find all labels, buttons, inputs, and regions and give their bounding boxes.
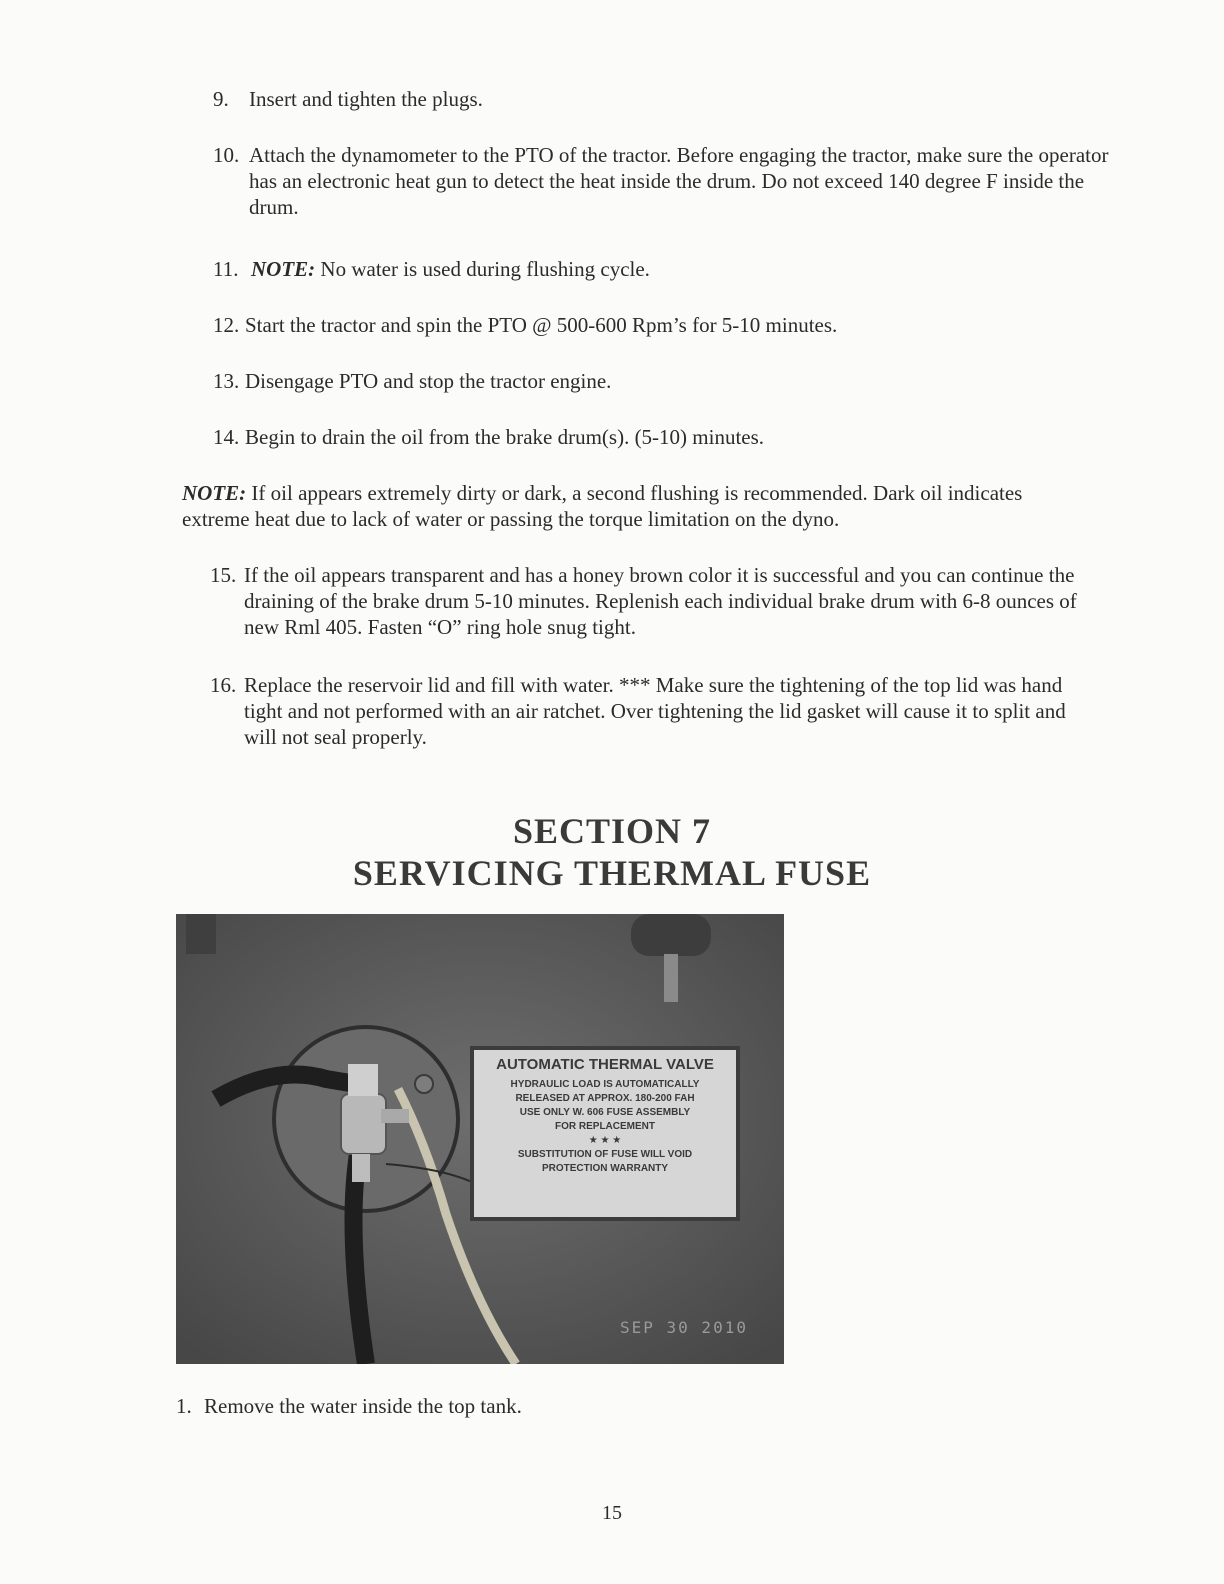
plate-line: FOR REPLACEMENT (555, 1121, 655, 1132)
step-1 (176, 1393, 1056, 1419)
plate-line: USE ONLY W. 606 FUSE ASSEMBLY (519, 1107, 691, 1118)
step-16 (210, 672, 1090, 750)
plate-line: SUBSTITUTION OF FUSE WILL VOID (517, 1149, 693, 1160)
step-9 (213, 86, 1093, 112)
step-number: 11. (213, 257, 239, 281)
step-text: Attach the dynamometer to the PTO of the tractor. Before engaging the tractor, make sure the operator has an electronic heat gun to detect the heat inside the drum. Do not exceed 140 degree F inside the drum. (249, 143, 1109, 219)
step-14 (213, 424, 1093, 450)
step-number: 16. (210, 673, 237, 697)
step-number: 1. (176, 1394, 192, 1418)
step-number: 10. (213, 143, 240, 167)
step-12 (213, 312, 1093, 338)
step-10 (213, 142, 1113, 220)
plate-line: RELEASED AT APPROX. 180-200 FAH (515, 1093, 695, 1104)
warning-plate (470, 1046, 740, 1221)
step-number: 13. (213, 369, 240, 393)
step-text: Begin to drain the oil from the brake drum(s). (5-10) minutes. (245, 425, 765, 449)
step-text: Disengage PTO and stop the tractor engine. (245, 369, 612, 393)
plate-line: PROTECTION WARRANTY (541, 1163, 669, 1174)
step-text: Insert and tighten the plugs. (249, 87, 483, 111)
note-label: NOTE: (251, 257, 316, 281)
step-15 (210, 562, 1090, 640)
note-text: If oil appears extremely dirty or dark, a second flushing is recommended. Dark oil indicates extreme heat due to lack of water or passing the torque limitation on the dyno. (182, 481, 1023, 531)
section-number: SECTION 7 (512, 811, 712, 851)
plate-title: AUTOMATIC THERMAL VALVE (496, 1056, 714, 1073)
step-text: Remove the water inside the top tank. (204, 1394, 522, 1418)
plate-line: ★ ★ ★ (588, 1135, 622, 1146)
step-text: If the oil appears transparent and has a honey brown color it is successful and you can continue the draining of the brake drum 5-10 minutes. Replenish each individual brake drum with 6-8 ounces of new Rml 405. Fasten “O” ring hole snug tight. (244, 563, 1077, 639)
step-text: Replace the reservoir lid and fill with water. *** Make sure the tightening of the top lid was hand tight and not performed with an air ratchet. Over tightening the lid gasket will cause it to split and will not seal properly. (244, 673, 1066, 749)
step-text: No water is used during flushing cycle. (320, 257, 650, 281)
thermal-valve-photo (176, 914, 784, 1364)
note-label: NOTE: (182, 481, 247, 505)
plate-line: HYDRAULIC LOAD IS AUTOMATICALLY (510, 1079, 700, 1090)
step-number: 14. (213, 425, 240, 449)
step-11 (213, 256, 1093, 282)
step-number: 12. (213, 313, 240, 337)
step-number: 15. (210, 563, 237, 587)
step-13 (213, 368, 1093, 394)
step-number: 9. (213, 87, 229, 111)
section-title: SERVICING THERMAL FUSE (352, 853, 872, 893)
date-stamp: SEP 30 2010 (620, 1318, 748, 1337)
note-paragraph (182, 480, 1062, 532)
page-number: 15 (602, 1502, 622, 1524)
step-text: Start the tractor and spin the PTO @ 500-600 Rpm’s for 5-10 minutes. (245, 313, 838, 337)
